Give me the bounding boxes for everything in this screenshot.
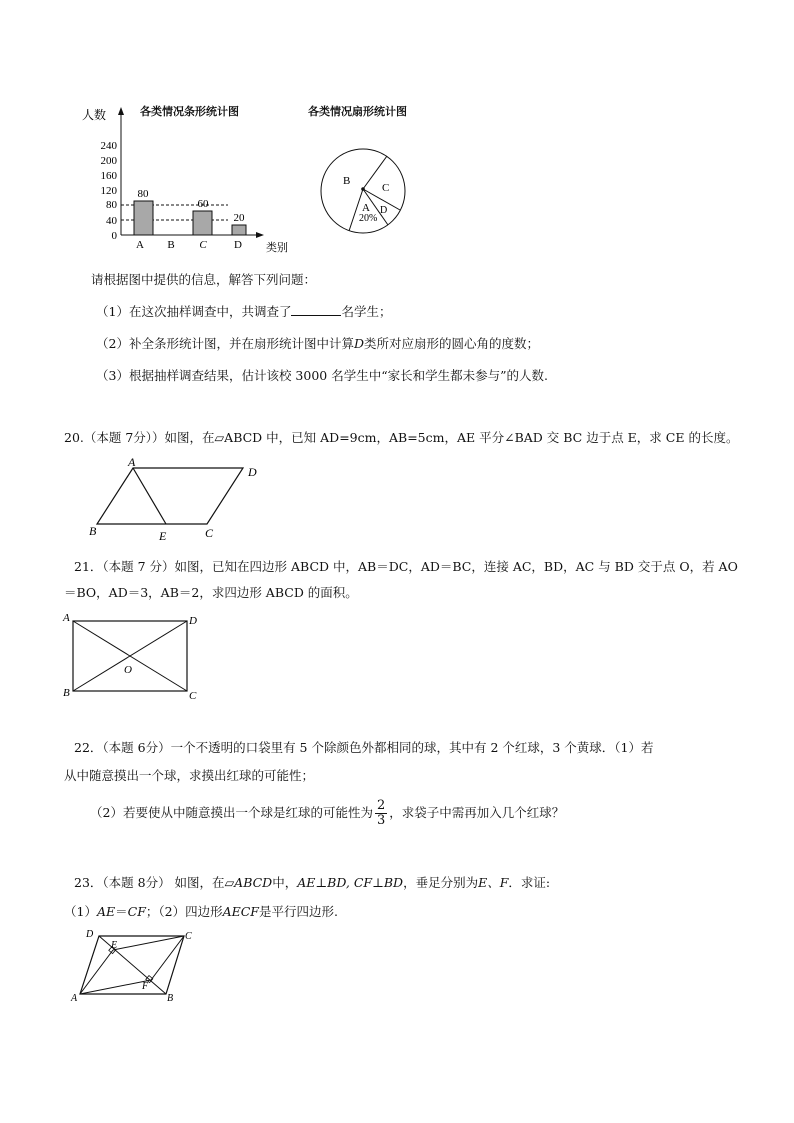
bar-value-label: 80	[137, 188, 149, 200]
q23-l2-c: ＝	[115, 904, 128, 919]
bar-a	[134, 201, 153, 235]
diagonal-bd	[99, 936, 166, 994]
q23-l2-a: （1）	[64, 904, 97, 919]
label-o: O	[124, 664, 132, 676]
label-c: C	[205, 526, 214, 540]
label-f: F	[142, 981, 149, 992]
x-tick-label: A	[136, 239, 144, 251]
y-axis-arrow	[118, 107, 124, 115]
q22-line2: 从中随意摸出一个球，求摸出红球的可能性；	[64, 768, 315, 783]
label-d: D	[248, 465, 257, 479]
q23-l1-g: ．求证:	[508, 875, 551, 890]
q20-figure	[86, 456, 266, 542]
x-axis-arrow	[256, 232, 264, 238]
q19-part2-post: 类所对应扇形的圆心角的度数；	[364, 336, 540, 351]
q19-part1-pre: （1）在这次抽样调查中，共调查了	[96, 304, 292, 319]
q23-figure	[64, 926, 204, 1006]
label-a: A	[128, 456, 136, 469]
bar-value-label: 20	[233, 212, 245, 224]
parallelogram-abcd	[97, 468, 243, 524]
bar-d	[232, 225, 246, 235]
pie-label-d: D	[380, 205, 388, 216]
q23-l2-b: AE	[96, 904, 116, 919]
pie-label-a-percent: 20%	[359, 213, 378, 224]
label-e: E	[159, 529, 167, 542]
label-b: B	[63, 687, 70, 699]
x-tick-label: B	[167, 239, 175, 251]
y-tick-label: 160	[100, 170, 117, 182]
x-tick-label: D	[234, 239, 242, 251]
label-c: C	[189, 690, 197, 702]
q21-line1: 21．（本题 7 分）如图，已知在四边形 ABCD 中，AB＝DC，AD＝BC，连接 AC，BD，AC 与 BD 交于点 O，若 AO	[74, 559, 738, 574]
q19-part3: （3）根据抽样调查结果，估计该校 3000 名学生中“家长和学生都未参与”的人数.	[96, 368, 548, 383]
q21-figure	[60, 610, 210, 702]
bar-chart-title: 各类情况条形统计图	[140, 105, 239, 118]
q23-l2-e: ；（2）四边形	[145, 904, 223, 919]
pie-chart-title: 各类情况扇形统计图	[308, 105, 407, 118]
label-c: C	[185, 931, 192, 942]
bar-chart	[80, 95, 300, 260]
q19-part2-pre: （2）补全条形统计图，并在扇形统计图中计算	[96, 336, 354, 351]
q19-part1-post: 名学生；	[341, 304, 392, 319]
y-tick-label: 200	[100, 155, 117, 167]
q23-l2-d: CF	[127, 904, 146, 919]
q22-part2-pre: （2）若要使从中随意摸出一个球是红球的可能性为	[90, 805, 373, 820]
y-tick-label: 240	[100, 140, 117, 152]
bar-chart-ylabel: 人数	[82, 108, 107, 122]
segment-ec	[113, 936, 184, 950]
q23-l1-e: ，垂足分别为	[403, 875, 479, 890]
label-d: D	[189, 615, 197, 627]
q21-line2: ＝BO，AD＝3，AB＝2，求四边形 ABCD 的面积。	[64, 585, 358, 600]
pie-label-b: B	[343, 175, 351, 187]
pie-label-a: A	[362, 202, 370, 214]
q20-text: 20.（本题 7分））如图，在▱ABCD 中，已知 AD=9cm，AB=5cm，AE 平分∠BAD 交 BC 边于点 E，求 CE 的长度。	[64, 430, 739, 445]
label-b: B	[167, 993, 174, 1004]
y-tick-label: 120	[100, 185, 117, 197]
label-d: D	[86, 929, 94, 940]
y-tick-label: 0	[111, 230, 117, 242]
bar-value-label: 60	[197, 198, 209, 210]
pie-chart	[318, 147, 408, 237]
pie-label-c: C	[382, 182, 390, 194]
fraction-denominator: 3	[376, 813, 386, 828]
q23-l1-f: E、F	[478, 875, 509, 890]
q23-l1-b: ▱ABCD	[224, 875, 273, 890]
label-b: B	[89, 524, 97, 538]
q23-l1-c: 中，	[272, 875, 298, 890]
q22-part2-post: ，求袋子中需再加入几个红球？	[389, 805, 565, 820]
q23-l1-d: AE⊥BD, CF⊥BD	[297, 875, 404, 890]
y-tick-label: 40	[106, 215, 117, 227]
q19-part1	[96, 302, 391, 320]
x-tick-label: C	[199, 239, 207, 251]
label-a: A	[63, 612, 70, 624]
bar-chart-xlabel: 类别	[266, 242, 288, 254]
label-e: E	[111, 940, 118, 951]
q23-line1	[74, 873, 550, 891]
answer-blank	[291, 303, 341, 316]
segment-cf	[151, 936, 184, 980]
y-tick-label: 80	[106, 199, 117, 211]
q23-l2-g: 是平行四边形.	[258, 904, 338, 919]
q19-part2	[96, 334, 539, 352]
fraction-numerator: 2	[376, 798, 386, 813]
q22-part2	[90, 796, 564, 830]
segment-ae	[80, 950, 113, 994]
pie-center	[361, 187, 365, 191]
fraction-two-thirds	[375, 799, 387, 828]
q23-l2-f: AECF	[222, 904, 259, 919]
q19-part2-var: D	[353, 336, 364, 351]
q23-l1-a: 23．（本题 8分） 如图，在	[74, 875, 225, 890]
q23-line2	[64, 902, 338, 920]
segment-af	[80, 980, 151, 994]
bar-c	[193, 211, 212, 235]
q19-intro: 请根据图中提供的信息，解答下列问题：	[91, 272, 317, 287]
label-a: A	[71, 993, 78, 1004]
segment-ae	[133, 468, 166, 524]
q22-line1: 22．（本题 6分）一个不透明的口袋里有 5 个除颜色外都相同的球，其中有 2 个红球，3 个黄球．（1）若	[74, 740, 654, 755]
